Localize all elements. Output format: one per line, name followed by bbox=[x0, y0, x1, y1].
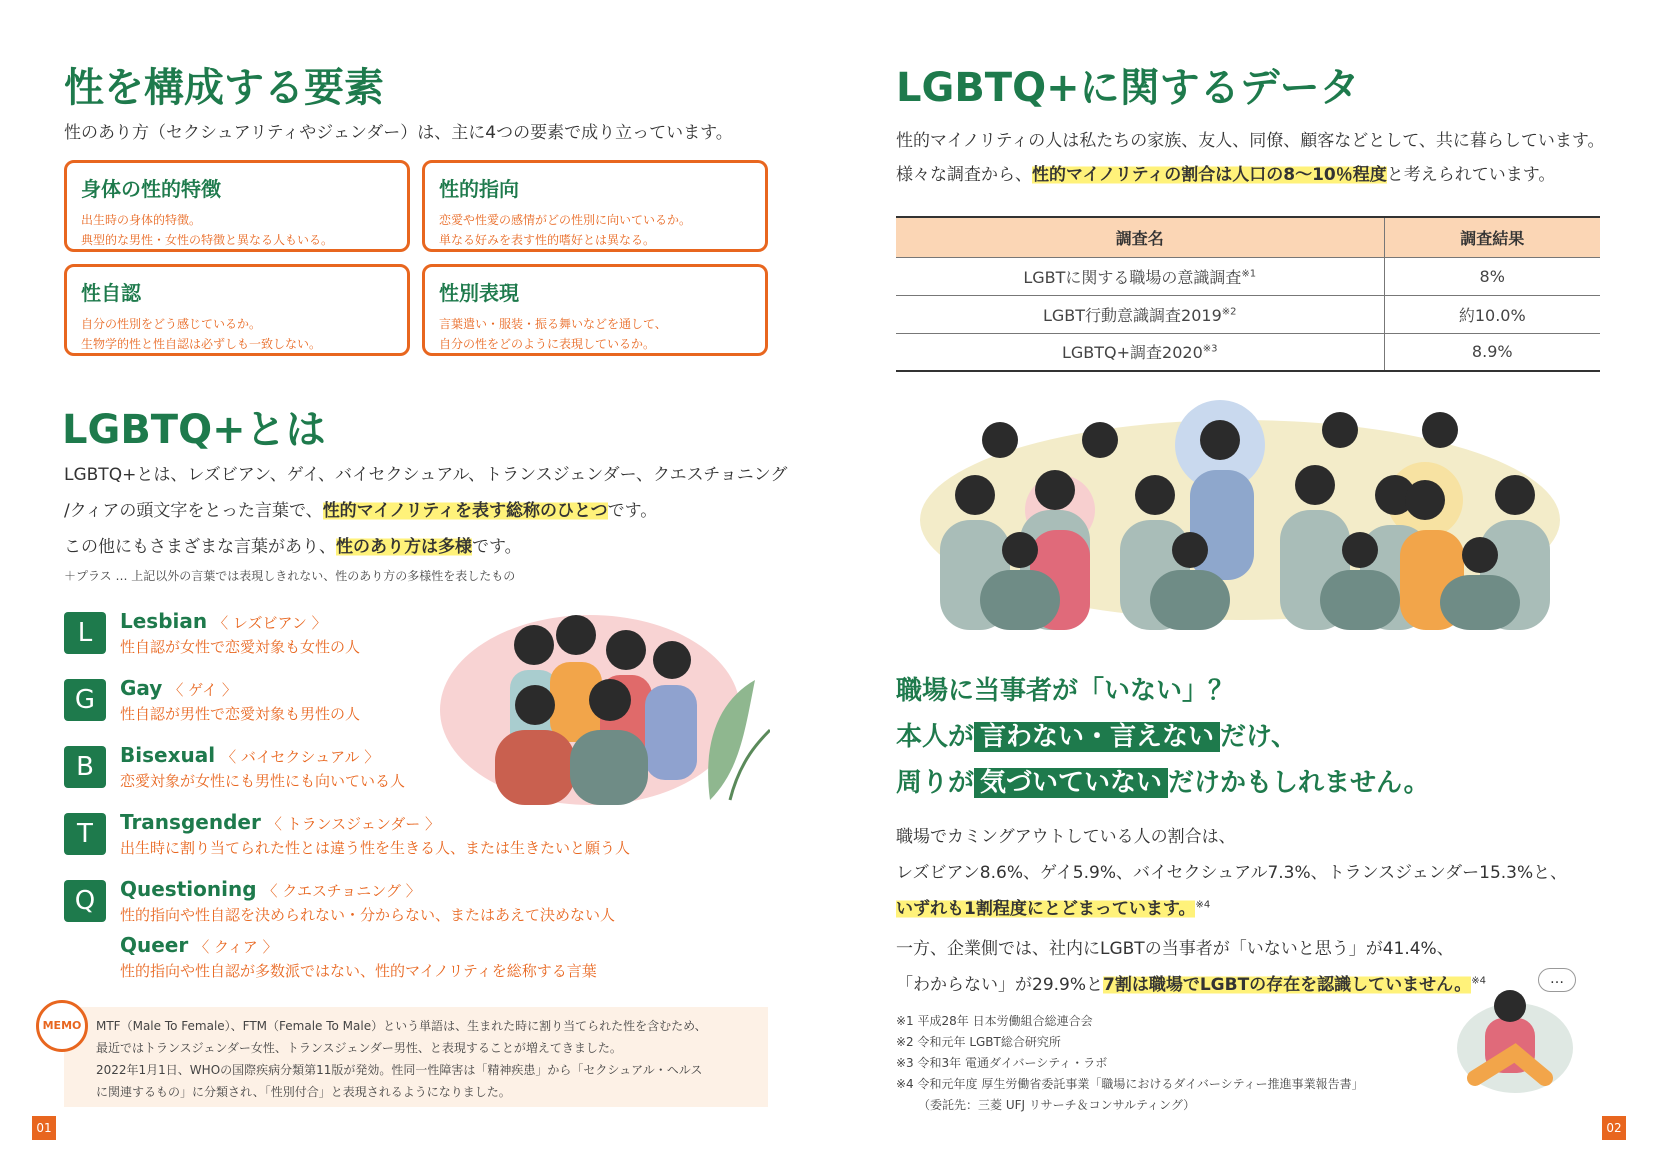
data-title: LGBTQ+に関するデータ bbox=[896, 65, 1360, 111]
headline-line: 周りが 気づいていない だけかもしれません。 bbox=[896, 768, 1430, 798]
element-desc-line: 自分の性をどのように表現しているか。 bbox=[439, 337, 656, 351]
term-letter: Q bbox=[64, 880, 106, 922]
lgbtq-paragraph-line: /クィアの頭文字をとった言葉で、性的マイノリティを表す総称のひとつです。 bbox=[64, 501, 658, 521]
memo-line: 2022年1月1日、WHOの国際疾病分類第11版が発効。性同一性障害は「精神疾患」から「セクシュアル・ヘルス bbox=[96, 1063, 703, 1077]
term-letter: B bbox=[64, 746, 106, 788]
memo-line: に関連するもの」に分類され、「性別付合」と表現されるようになりました。 bbox=[96, 1085, 511, 1099]
lgbtq-title: LGBTQ+とは bbox=[62, 407, 326, 453]
table-row bbox=[896, 333, 1600, 371]
page-number: 02 bbox=[1602, 1116, 1626, 1140]
element-title: 性自認 bbox=[81, 281, 141, 305]
term-name: Gay 〈 ゲイ 〉 bbox=[120, 676, 237, 700]
body-line: 「わからない」が29.9%と7割は職場でLGBTの存在を認識していません。$^{※4}$ bbox=[896, 975, 1486, 995]
term-letter: L bbox=[64, 612, 106, 654]
element-box-identity bbox=[64, 264, 410, 356]
element-desc-line: 典型的な男性・女性の特徴と異なる人もいる。 bbox=[81, 233, 334, 247]
term-questioning bbox=[64, 877, 684, 932]
element-desc-line: 生物学的性と性自認は必ずしも一致しない。 bbox=[81, 337, 322, 351]
highlight: 性的マイノリティの割合は人口の8～10％程度 bbox=[1032, 165, 1387, 185]
highlight: 性のあり方は多様 bbox=[336, 537, 472, 557]
headline-box: 言わない・言えない bbox=[974, 722, 1220, 752]
table-header: 調査名 bbox=[896, 217, 1384, 257]
thought-bubble: … bbox=[1538, 968, 1576, 992]
table-row bbox=[896, 295, 1600, 333]
elements-intro: 性のあり方（セクシュアリティやジェンダー）は、主に4つの要素で成り立っています。 bbox=[64, 123, 733, 143]
element-desc-line: 出生時の身体的特徴。 bbox=[81, 213, 202, 227]
crowd-illustration bbox=[920, 400, 1560, 630]
headline-line: 職場に当事者が「いない」？ bbox=[896, 676, 1235, 706]
element-box-body bbox=[64, 160, 410, 252]
element-desc-line: 自分の性別をどう感じているか。 bbox=[81, 317, 262, 331]
element-title: 身体の性的特徴 bbox=[81, 177, 221, 201]
survey-table bbox=[896, 216, 1600, 372]
footnote: ※1 平成28年 日本労働組合総連合会 bbox=[896, 1014, 1093, 1028]
term-name: Transgender 〈 トランスジェンダー 〉 bbox=[120, 810, 440, 834]
table-cell: 約10.0% bbox=[1384, 295, 1600, 333]
highlight: 7割は職場でLGBTの存在を認識していません。 bbox=[1103, 975, 1472, 995]
element-desc-line: 単なる好みを表す性的嗜好とは異なる。 bbox=[439, 233, 656, 247]
table-header-row bbox=[896, 217, 1600, 257]
term-name: Bisexual 〈 バイセクシュアル 〉 bbox=[120, 743, 380, 767]
body-line: レズビアン8.6%、ゲイ5.9%、バイセクシュアル7.3%、トランスジェンダー15.3%と、 bbox=[896, 863, 1568, 883]
term-name: Queer 〈 クィア 〉 bbox=[120, 933, 278, 957]
footnote: （委託先：三菱 UFJ リサーチ＆コンサルティング） bbox=[918, 1098, 1196, 1112]
people-group-illustration bbox=[440, 600, 770, 810]
term-name: Lesbian 〈 レズビアン 〉 bbox=[120, 609, 327, 633]
data-intro-line: 性的マイノリティの人は私たちの家族、友人、同僚、顧客などとして、共に暮らしています。 bbox=[896, 131, 1605, 151]
footnote: ※3 令和3年 電通ダイバーシティ・ラボ bbox=[896, 1056, 1108, 1070]
term-letter: T bbox=[64, 813, 106, 855]
table-header: 調査結果 bbox=[1384, 217, 1600, 257]
term-desc: 性自認が男性で恋愛対象も男性の人 bbox=[120, 705, 361, 723]
memo-line: MTF（Male To Female）、FTM（Female To Male）という単語は、生まれた時に割り当てられた性を含むため、 bbox=[96, 1019, 707, 1033]
element-box-orientation bbox=[422, 160, 768, 252]
table-cell: LGBT行動意識調査2019$^{※2}$ bbox=[896, 295, 1384, 333]
element-title: 性別表現 bbox=[439, 281, 519, 305]
body-line: 職場でカミングアウトしている人の割合は、 bbox=[896, 827, 1236, 847]
headline-line: 本人が 言わない・言えない だけ、 bbox=[896, 722, 1297, 752]
body-line: いずれも1割程度にとどまっています。$^{※4}$ bbox=[896, 899, 1211, 919]
table-cell: 8.9% bbox=[1384, 333, 1600, 371]
table-cell: 8% bbox=[1384, 257, 1600, 295]
data-intro-line: 様々な調査から、性的マイノリティの割合は人口の8～10％程度と考えられています。 bbox=[896, 165, 1556, 185]
lgbtq-paragraph-line: この他にもさまざまな言葉があり、性のあり方は多様です。 bbox=[64, 537, 522, 557]
highlight: 性的マイノリティを表す総称のひとつ bbox=[322, 501, 608, 521]
memo-badge: MEMO bbox=[36, 1000, 88, 1052]
footnote: ※4 令和元年度 厚生労働省委託事業「職場におけるダイバーシティー推進事業報告書」 bbox=[896, 1077, 1364, 1091]
plus-note: ＋プラス … 上記以外の言葉では表現しきれない、性のあり方の多様性を表したもの bbox=[64, 569, 516, 583]
footnote: ※2 令和元年 LGBT総合研究所 bbox=[896, 1035, 1061, 1049]
term-desc: 性的指向や性自認が多数派ではない、性的マイノリティを総称する言葉 bbox=[120, 962, 597, 980]
term-desc: 性的指向や性自認を決められない・分からない、またはあえて決めない人 bbox=[120, 906, 616, 924]
term-desc: 恋愛対象が女性にも男性にも向いている人 bbox=[120, 772, 406, 790]
table-row bbox=[896, 257, 1600, 295]
body-line: 一方、企業側では、社内にLGBTの当事者が「いないと思う」が41.4%、 bbox=[896, 939, 1454, 959]
table-cell: LGBTQ+調査2020$^{※3}$ bbox=[896, 333, 1384, 371]
memo-line: 最近ではトランスジェンダー女性、トランスジェンダー男性、と表現することが増えてきました。 bbox=[96, 1041, 622, 1055]
page-number: 01 bbox=[32, 1116, 56, 1140]
element-box-expression bbox=[422, 264, 768, 356]
highlight: いずれも1割程度にとどまっています。 bbox=[896, 899, 1196, 919]
element-title: 性的指向 bbox=[439, 177, 519, 201]
elements-title: 性を構成する要素 bbox=[64, 65, 384, 111]
term-letter: G bbox=[64, 679, 106, 721]
term-transgender bbox=[64, 810, 684, 865]
table-cell: LGBTに関する職場の意識調査$^{※1}$ bbox=[896, 257, 1384, 295]
element-desc-line: 恋愛や性愛の感情がどの性別に向いているか。 bbox=[439, 213, 692, 227]
term-desc: 性自認が女性で恋愛対象も女性の人 bbox=[120, 638, 361, 656]
lgbtq-paragraph-line: LGBTQ+とは、レズビアン、ゲイ、バイセクシュアル、トランスジェンダー、クエスチョニング bbox=[64, 465, 788, 485]
term-desc: 出生時に割り当てられた性とは違う性を生きる人、または生きたいと願う人 bbox=[120, 839, 631, 857]
term-queer bbox=[64, 933, 684, 988]
term-name: Questioning 〈 クエスチョニング 〉 bbox=[120, 877, 421, 901]
headline-box: 気づいていない bbox=[974, 768, 1168, 798]
element-desc-line: 言葉遣い・服装・振る舞いなどを通して、 bbox=[439, 317, 667, 331]
